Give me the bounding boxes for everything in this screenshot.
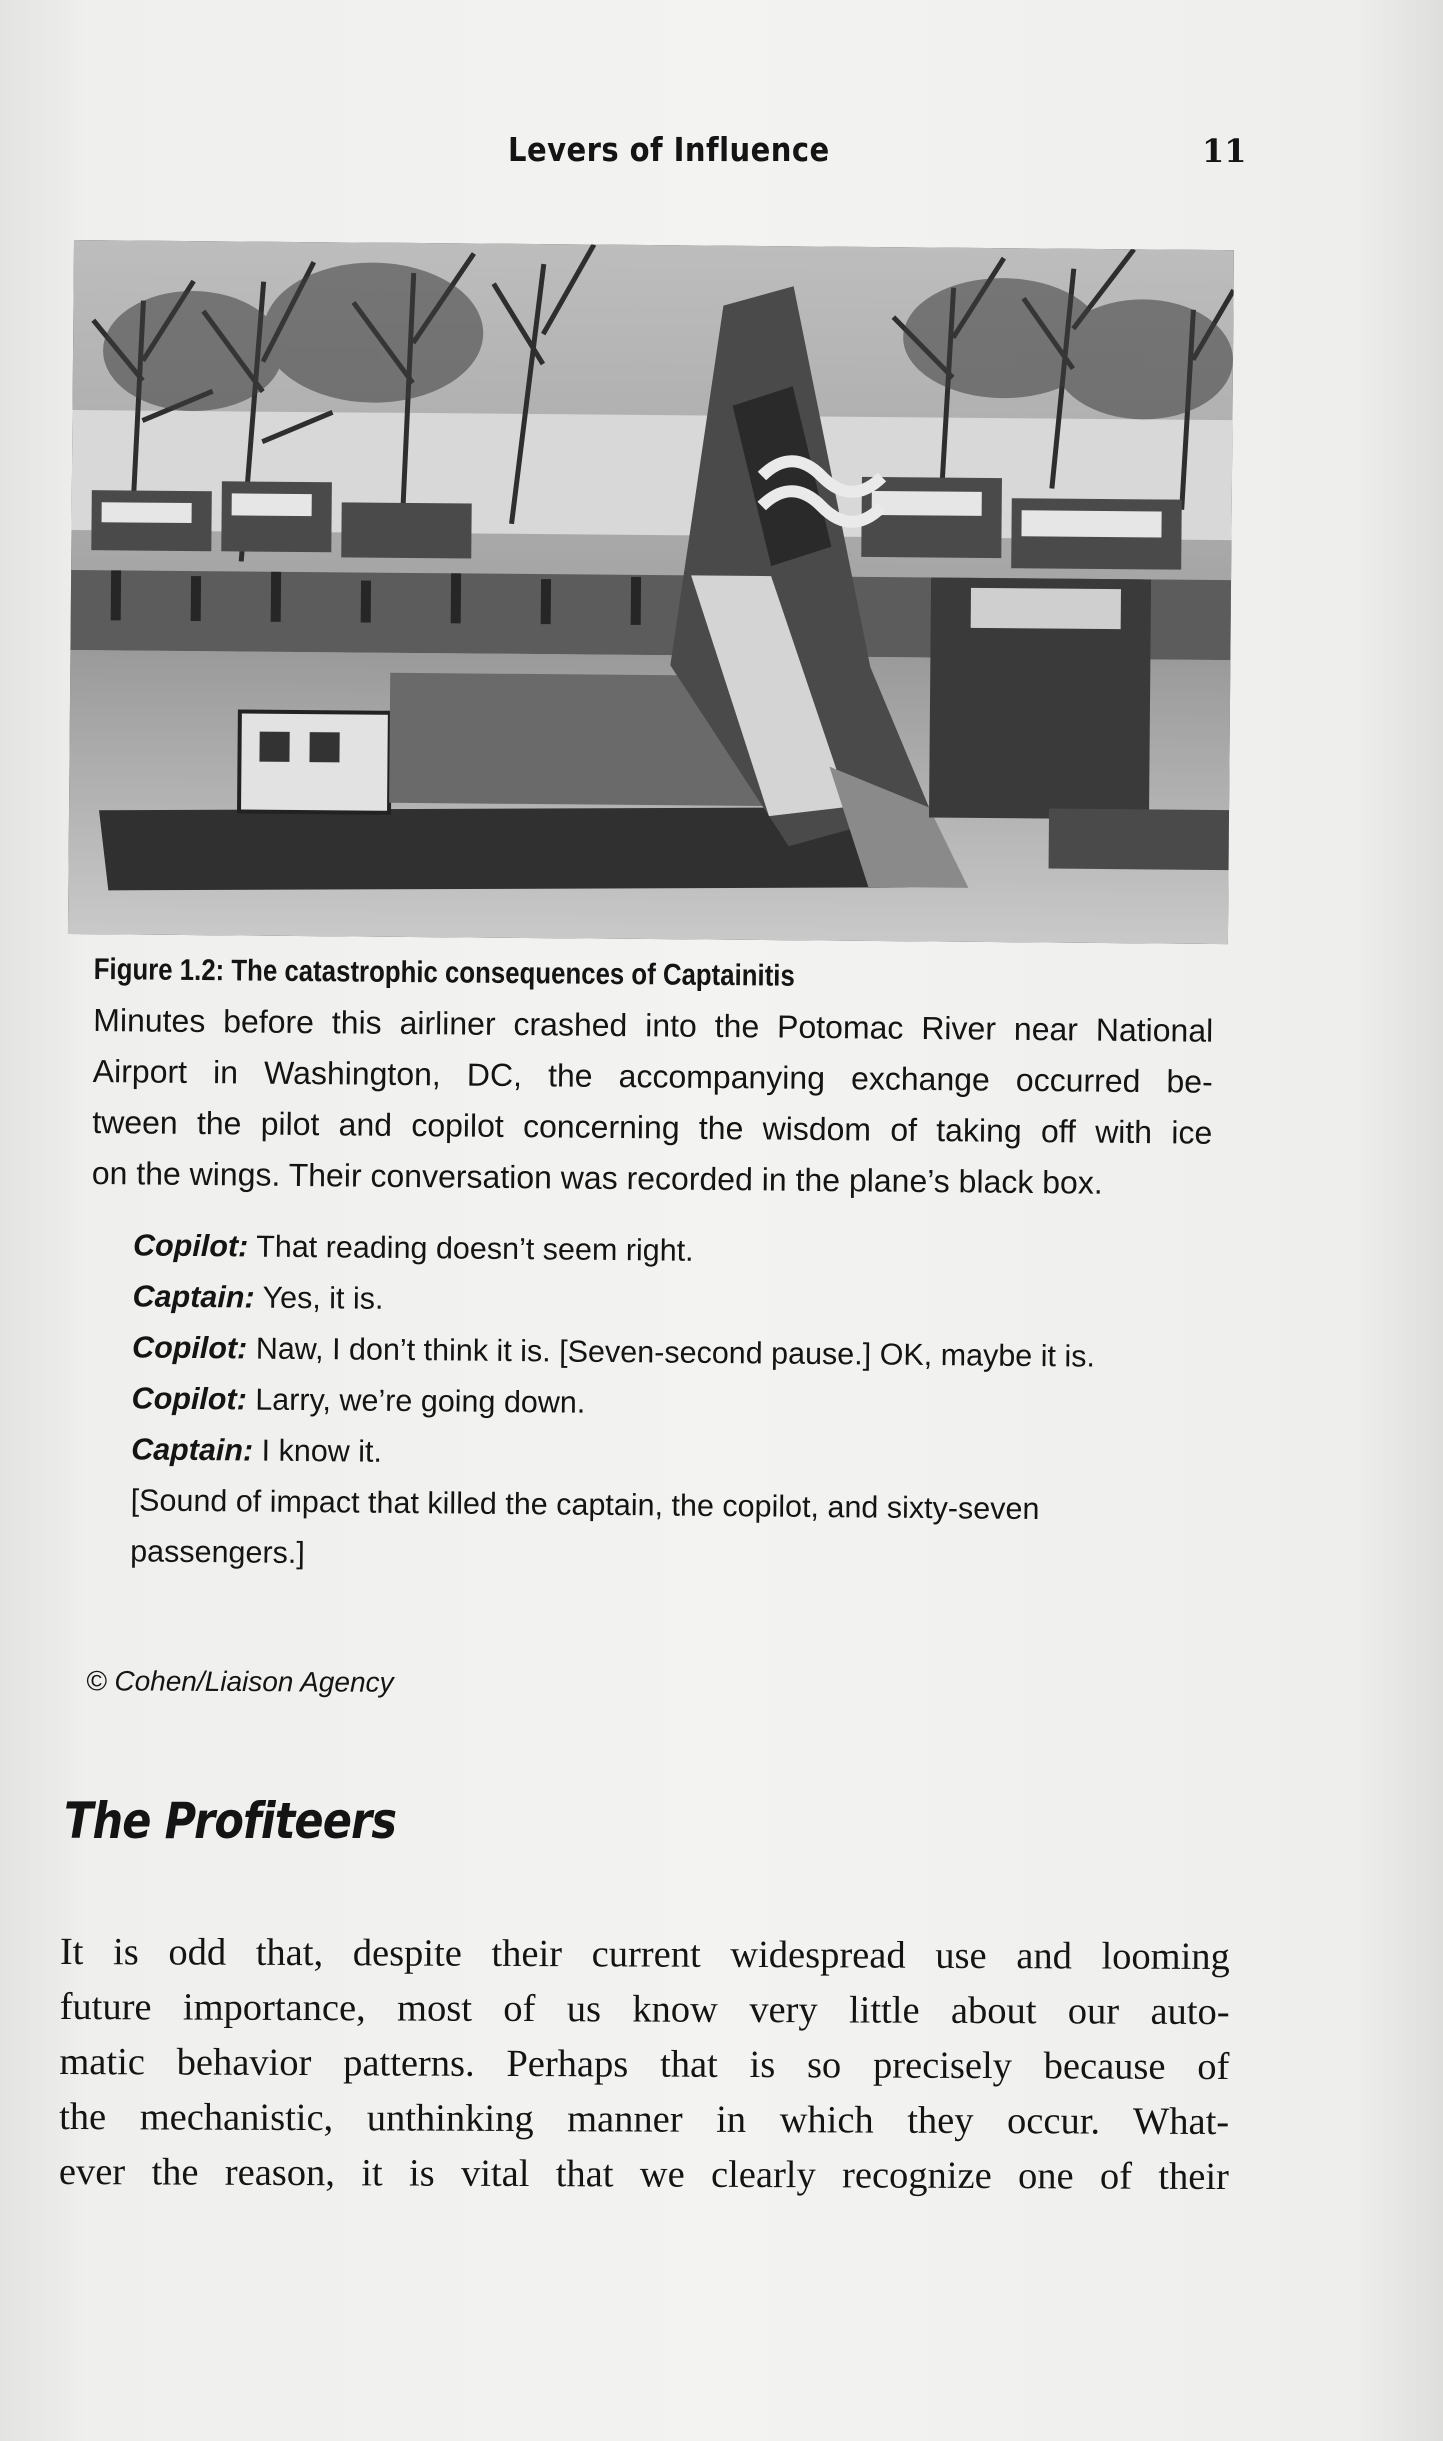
running-title: Levers of Influence (508, 130, 830, 169)
running-header (0, 122, 1443, 172)
figure-caption (88, 945, 1214, 1588)
dialogue-text: Yes, it is. (254, 1280, 384, 1316)
body-line: future importance, most of us know very little about our auto- (59, 1985, 1230, 2034)
speaker-label: Captain: (132, 1279, 255, 1315)
figure-title: Figure 1.2: The catastrophic consequences of Captainitis (93, 952, 795, 993)
photo-credit: © Cohen/Liaison Agency (85, 1665, 394, 1698)
impact-line: [Sound of impact that killed the captain, the copilot, and sixty-seven (130, 1483, 1040, 1527)
dialogue-text: Larry, we’re going down. (246, 1382, 586, 1420)
caption-line: tween the pilot and copilot concerning the wisdom of taking off with ice (92, 1103, 1213, 1151)
caption-line: Minutes before this airliner crashed into the Potomac River near National (93, 1001, 1214, 1049)
caption-line: on the wings. Their conversation was recorded in the plane’s black box. (91, 1154, 1103, 1201)
cockpit-dialogue (88, 1220, 1211, 1588)
body-line: ever the reason, it is vital that we clearly recognize one of their (58, 2150, 1230, 2199)
caption-line: Airport in Washington, DC, the accompanying exchange occurred be- (92, 1052, 1213, 1100)
body-line: the mechanistic, unthinking manner in which they occur. What- (59, 2095, 1230, 2144)
body-line: matic behavior patterns. Perhaps that is so precisely because of (59, 2040, 1230, 2089)
section-heading: The Profiteers (64, 1792, 397, 1850)
speaker-label: Copilot: (131, 1330, 248, 1366)
page-number: 11 (1202, 132, 1247, 170)
photo-icon (68, 240, 1234, 944)
speaker-label: Captain: (130, 1432, 254, 1468)
dialogue-text: Naw, I don’t think it is. [Seven-second pause.] OK, maybe it is. (247, 1331, 1096, 1374)
dialogue-text: That reading doesn’t seem right. (248, 1229, 694, 1268)
body-line: It is odd that, despite their current widespread use and looming (59, 1931, 1230, 1979)
speaker-label: Copilot: (131, 1381, 247, 1417)
speaker-label: Copilot: (132, 1228, 249, 1264)
body-paragraph (59, 1925, 1230, 2205)
figure-photo (68, 240, 1234, 944)
dialogue-text: I know it. (252, 1433, 383, 1469)
impact-line: passengers.] (130, 1534, 305, 1571)
